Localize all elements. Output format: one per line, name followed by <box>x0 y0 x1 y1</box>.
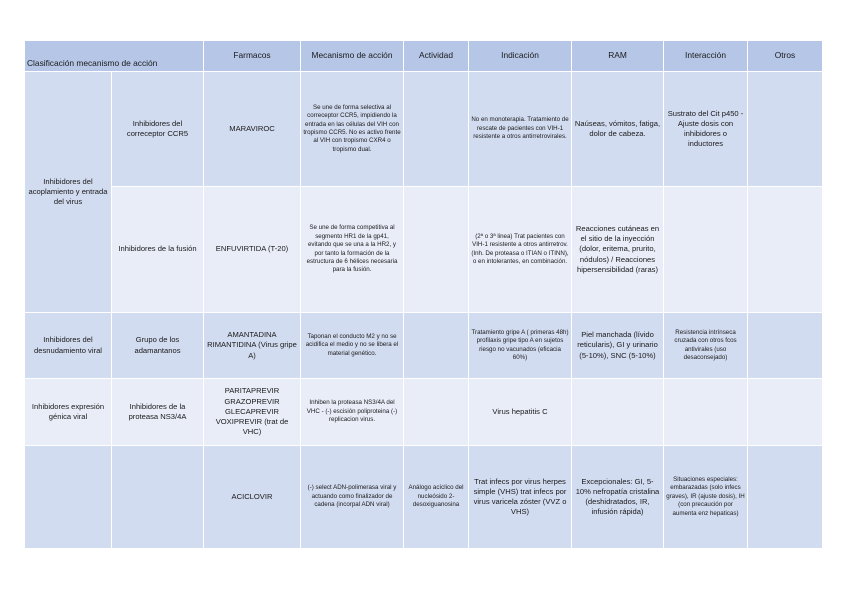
drug-cell: ACICLOVIR <box>204 446 301 549</box>
header-row <box>25 41 823 72</box>
subclass-cell <box>112 446 204 549</box>
table-row <box>25 379 823 446</box>
interaction-cell: Sustrato del Cit p450 - Ajuste dosis con inhibidores o inductores <box>664 72 748 187</box>
ram-cell: Reacciones cutáneas en el sitio de la inyección (dolor, eritema, prurito, nódulos) / Reacciones hipersensibilidad (raras) <box>572 187 664 313</box>
other-cell <box>748 379 823 446</box>
indication-cell: Virus hepatitis C <box>469 379 572 446</box>
subclass-cell: Inhibidores de la fusión <box>112 187 204 313</box>
activity-cell <box>404 313 469 379</box>
table-row <box>25 313 823 379</box>
other-cell <box>748 72 823 187</box>
indication-cell: Tratamiento gripe A ( primeras 48h) profilaxis gripe tipo A en sujetos riesgo no vacunados (eficacia 60%) <box>469 313 572 379</box>
drug-classification-table <box>24 40 823 549</box>
header-activity: Actividad <box>404 41 469 72</box>
activity-cell <box>404 187 469 313</box>
header-ram: RAM <box>572 41 664 72</box>
activity-cell <box>404 379 469 446</box>
other-cell <box>748 187 823 313</box>
header-classification: Clasificación mecanismo de acción <box>25 41 204 72</box>
indication-cell: Trat infecs por virus herpes simple (VHS) trat infecs por virus varicela zóster (VVZ o VHS) <box>469 446 572 549</box>
group-cell: Inhibidores expresión génica viral <box>25 379 112 446</box>
interaction-cell: Situaciones especiales: embarazadas (solo infecs graves), IR (ajuste dosis), IH (con precaución por aumenta enz hepaticas) <box>664 446 748 549</box>
header-interaction: Interacción <box>664 41 748 72</box>
drug-cell: MARAVIROC <box>204 72 301 187</box>
mechanism-cell: Inhiben la proteasa NS3/4A del VHC - (-) escisión poliproteina (-) replicacion virus. <box>301 379 404 446</box>
drug-cell: PARITAPREVIR GRAZOPREVIR GLECAPREVIR VOXIPREVIR (trat de VHC) <box>204 379 301 446</box>
activity-cell <box>404 72 469 187</box>
interaction-cell <box>664 379 748 446</box>
ram-cell: Excepcionales: GI, 5-10% nefropatía cristalina (deshidratados, IR, infusión rápida) <box>572 446 664 549</box>
other-cell <box>748 446 823 549</box>
mechanism-cell: Taponan el conducto M2 y no se acidifica el medio y no se libera el material genético. <box>301 313 404 379</box>
table-row <box>25 72 823 187</box>
group-cell: Inhibidores del acoplamiento y entrada del virus <box>25 72 112 313</box>
header-mechanism: Mecanismo de acción <box>301 41 404 72</box>
mechanism-cell: Se une de forma competitiva al segmento HR1 de la gp41, evitando que se una a la HR2, y por tanto la formación de la estructura de 6 hélices necesaria para la fusión. <box>301 187 404 313</box>
subclass-cell: Inhibidores del correceptor CCR5 <box>112 72 204 187</box>
indication-cell: (2ª o 3ª linea) Trat pacientes con VIH-1 resistente a otros antirretrov. (Inh. De proteasa o ITIAN o ITINN), o en intolerantes, en combinación. <box>469 187 572 313</box>
indication-cell: No en monoterapia. Tratamiento de rescate de pacientes con VIH-1 resistente a otros antirretrovirales. <box>469 72 572 187</box>
drug-cell: AMANTADINA RIMANTIDINA (Virus gripe A) <box>204 313 301 379</box>
group-cell <box>25 446 112 549</box>
ram-cell: Piel manchada (lívido reticularis), GI y urinario (5-10%), SNC (5-10%) <box>572 313 664 379</box>
mechanism-cell: Se une de forma selectiva al correceptor CCR5, impidiendo la entrada en las células del VIH con tropismo CCR5. No es activo frente al VIH con tropismo CXR4 o tropismo dual. <box>301 72 404 187</box>
header-drugs: Farmacos <box>204 41 301 72</box>
group-cell: Inhibidores del desnudamiento viral <box>25 313 112 379</box>
ram-cell <box>572 379 664 446</box>
activity-cell: Análogo acíclico del nucleósido 2-desoxiguanosina <box>404 446 469 549</box>
table-row <box>25 446 823 549</box>
subclass-cell: Inhibidores de la proteasa NS3/4A <box>112 379 204 446</box>
header-indication: Indicación <box>469 41 572 72</box>
drug-cell: ENFUVIRTIDA (T-20) <box>204 187 301 313</box>
header-other: Otros <box>748 41 823 72</box>
mechanism-cell: (-) select ADN-polimerasa viral y actuando como finalizador de cadena (incorpal ADN viral) <box>301 446 404 549</box>
other-cell <box>748 313 823 379</box>
ram-cell: Naúseas, vómitos, fatiga, dolor de cabeza. <box>572 72 664 187</box>
table-row <box>25 187 823 313</box>
interaction-cell <box>664 187 748 313</box>
subclass-cell: Grupo de los adamantanos <box>112 313 204 379</box>
interaction-cell: Resistencia intrínseca cruzada con otros fcos antivirales (uso desaconsejado) <box>664 313 748 379</box>
